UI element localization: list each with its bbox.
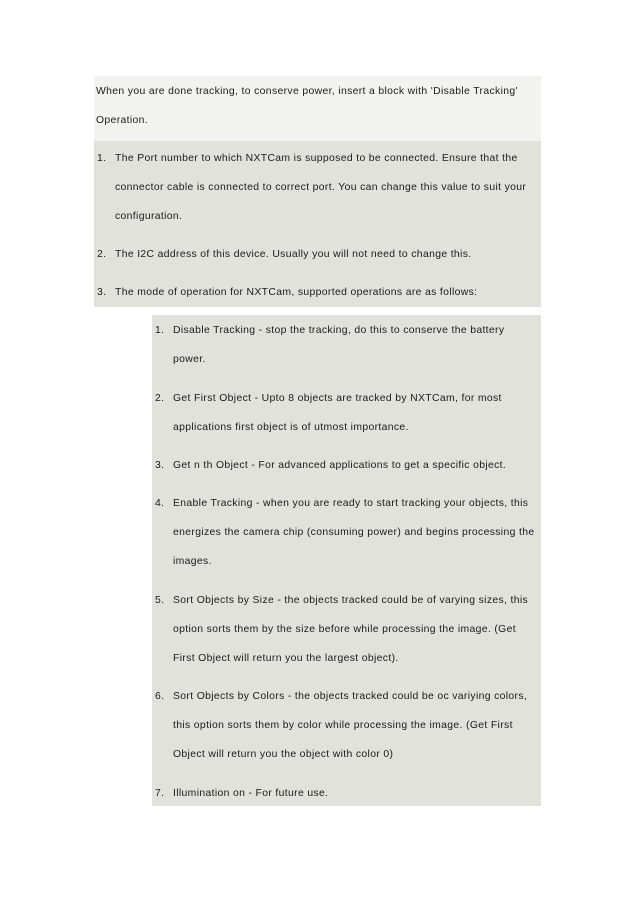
parameter-list-box [94, 141, 541, 307]
operation-line: Get n th Object - For advanced applications to get a specific object. [173, 460, 507, 471]
operation-line: Disable Tracking - stop the tracking, do this to conserve the battery [173, 325, 505, 336]
operation-line: Sort Objects by Colors - the objects tracked could be oc variying colors, [173, 691, 528, 702]
list-item-line: The mode of operation for NXTCam, supported operations are as follows: [115, 287, 478, 298]
operation-line: Illumination on - For future use. [173, 788, 329, 799]
operation-line: images. [173, 556, 212, 567]
list-item-line: The Port number to which NXTCam is supposed to be connected. Ensure that the [115, 153, 518, 164]
operation-number: 5. [155, 595, 165, 606]
intro-line: Operation. [96, 115, 149, 126]
operation-line: applications first object is of utmost importance. [173, 422, 409, 433]
list-item-line: The I2C address of this device. Usually you will not need to change this. [115, 249, 472, 260]
operation-line: energizes the camera chip (consuming power) and begins processing the [173, 527, 535, 538]
operation-line: Get First Object - Upto 8 objects are tracked by NXTCam, for most [173, 393, 502, 404]
operation-number: 2. [155, 393, 165, 404]
operation-number: 3. [155, 460, 165, 471]
list-item-number: 2. [97, 249, 107, 260]
list-item-line: configuration. [115, 211, 183, 222]
list-item-number: 3. [97, 287, 107, 298]
list-item-number: 1. [97, 153, 107, 164]
operation-number: 7. [155, 788, 165, 799]
operation-line: Sort Objects by Size - the objects tracked could be of varying sizes, this [173, 595, 529, 606]
operation-line: power. [173, 354, 206, 365]
operation-line: option sorts them by the size before while processing the image. (Get [173, 624, 516, 635]
operation-line: this option sorts them by color while processing the image. (Get First [173, 720, 513, 731]
operation-line: First Object will return you the largest object). [173, 653, 399, 664]
operation-line: Object will return you the object with color 0) [173, 749, 394, 760]
operation-line: Enable Tracking - when you are ready to start tracking your objects, this [173, 498, 529, 509]
operation-number: 1. [155, 325, 165, 336]
intro-line: When you are done tracking, to conserve power, insert a block with 'Disable Tracking' [96, 86, 518, 97]
operation-number: 6. [155, 691, 165, 702]
operation-number: 4. [155, 498, 165, 509]
list-item-line: connector cable is connected to correct port. You can change this value to suit your [115, 182, 527, 193]
